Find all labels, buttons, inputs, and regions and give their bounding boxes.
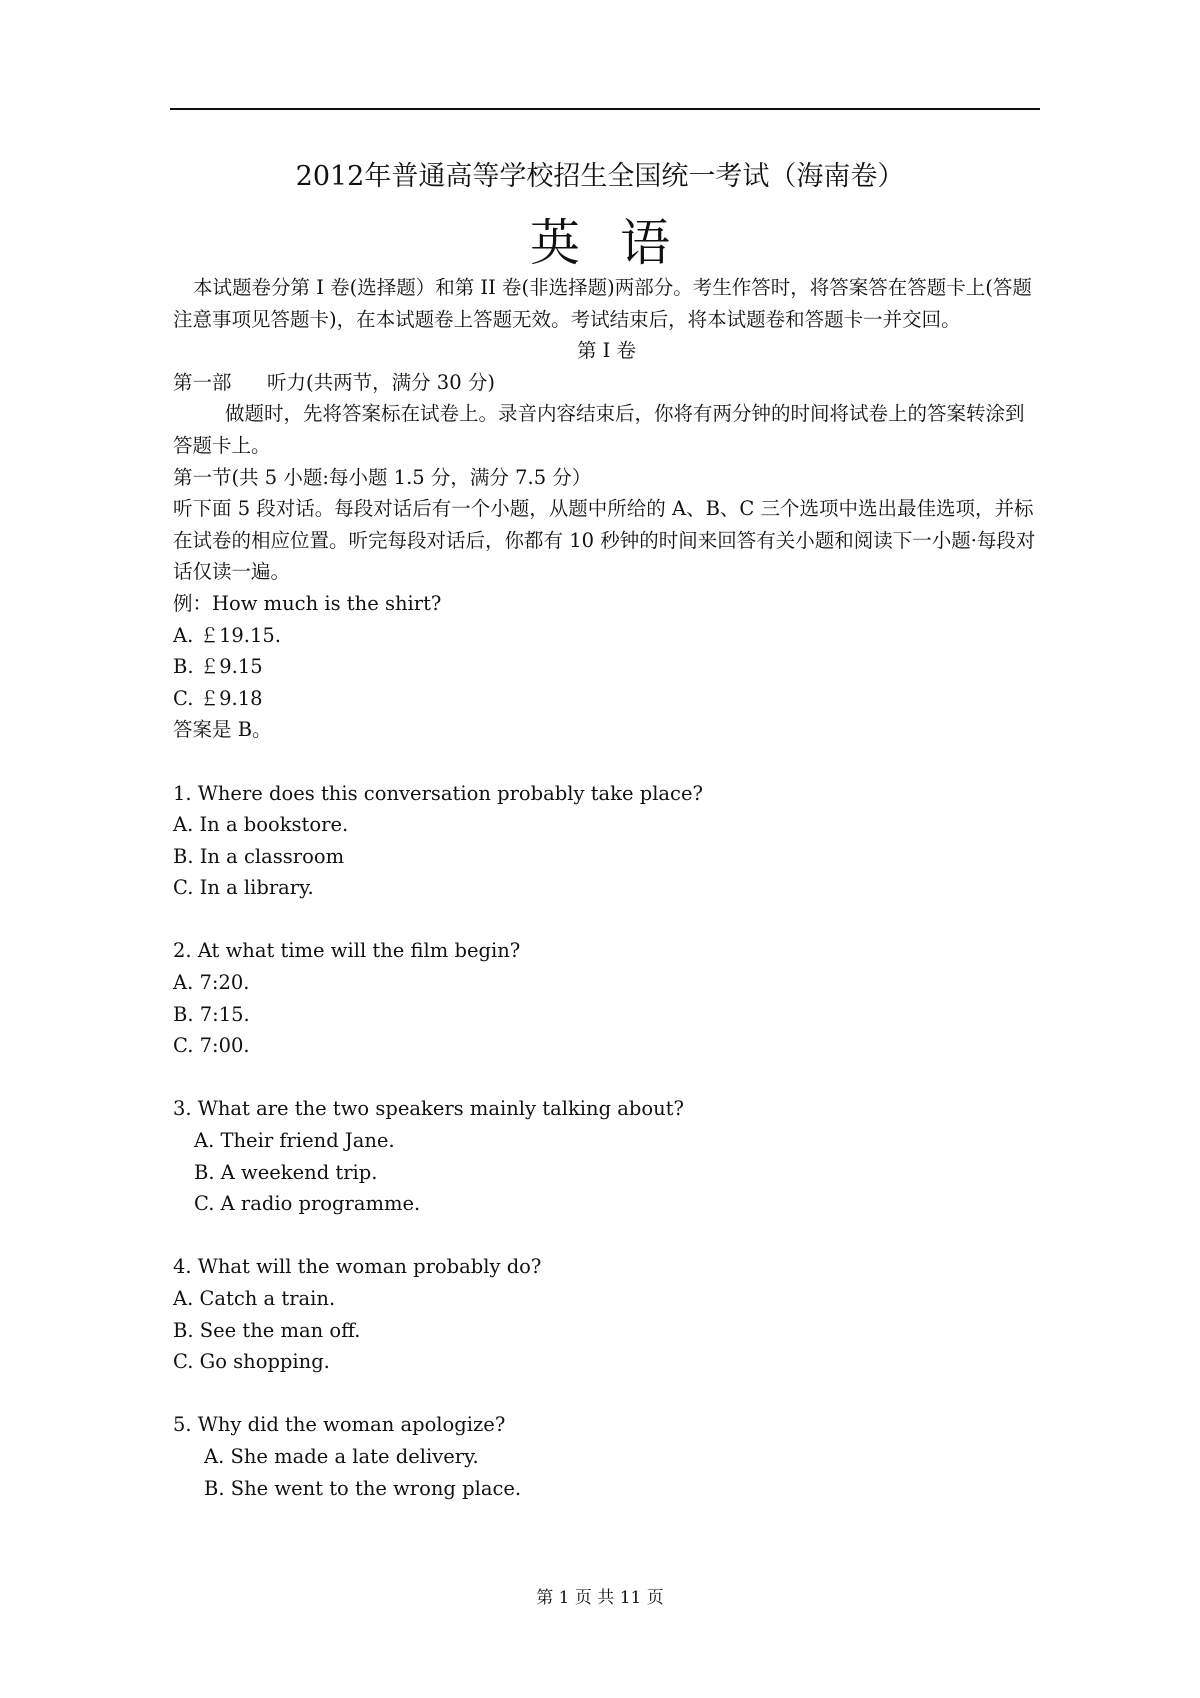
volume-title: 第 I 卷 — [576, 339, 637, 363]
part1-heading — [173, 367, 1040, 399]
question-3: 3. What are the two speakers mainly talking about? — [173, 1097, 684, 1121]
spacer — [173, 1062, 1040, 1094]
example-answer: 答案是 B。 — [173, 718, 272, 742]
spacer — [173, 1220, 1040, 1252]
question-2: 2. At what time will the film begin? — [173, 939, 521, 963]
page-footer: 第 1 页 共 11 页 — [536, 1588, 664, 1608]
part1-directions: 做题时，先将答案标在试卷上。录音内容结束后，你将有两分钟的时间将试卷上的答案转涂到答题卡上。 — [173, 402, 1025, 457]
question-4-option-c: C. Go shopping. — [173, 1350, 330, 1374]
question-1-option-a: A. In a bookstore. — [173, 813, 349, 837]
spacer — [173, 904, 1040, 936]
question-5-option-b: B. She went to the wrong place. — [204, 1476, 522, 1500]
instructions: 本试题卷分第 I 卷(选择题）和第 II 卷(非选择题)两部分。考生作答时，将答案答在答题卡上(答题注意事项见答题卡)，在本试题卷上答题无效。考试结束后，将本试题卷和答题卡一并交回。 — [173, 276, 1032, 331]
question-4-option-b: B. See the man off. — [173, 1318, 361, 1342]
document-body — [173, 272, 1040, 1504]
part1-title: 听力(共两节，满分 30 分) — [267, 370, 495, 394]
question-5: 5. Why did the woman apologize? — [173, 1413, 506, 1437]
example-option: A. ￡19.15. — [173, 623, 282, 647]
example-question: 例：How much is the shirt? — [173, 591, 442, 615]
example-option: C. ￡9.18 — [173, 686, 263, 710]
question-3-option-c: C. A radio programme. — [194, 1192, 421, 1216]
spacer — [173, 1378, 1040, 1410]
subject-title: 英语 — [530, 214, 710, 272]
question-2-option-b: B. 7:15. — [173, 1002, 250, 1026]
question-1-option-c: C. In a library. — [173, 876, 314, 900]
question-2-option-a: A. 7:20. — [173, 971, 250, 995]
example-option: B. ￡9.15 — [173, 655, 263, 679]
question-3-option-b: B. A weekend trip. — [194, 1160, 378, 1184]
question-2-option-c: C. 7:00. — [173, 1034, 250, 1058]
exam-title: 2012年普通高等学校招生全国统一考试（海南卷） — [295, 161, 905, 192]
question-4-option-a: A. Catch a train. — [173, 1287, 336, 1310]
question-1-option-b: B. In a classroom — [173, 844, 345, 868]
question-1: 1. Where does this conversation probably take place? — [173, 781, 703, 805]
header-rule — [170, 108, 1040, 110]
spacer — [173, 746, 1040, 778]
section1-directions: 听下面 5 段对话。每段对话后有一个小题，从题中所给的 A、B、C 三个选项中选出最佳选项，并标在试卷的相应位置。听完每段对话后，你都有 10 秒钟的时间来回答有关小题和阅读下一小题·每段对话仅读一遍。 — [173, 497, 1036, 584]
part1-label: 第一部 — [173, 370, 232, 394]
question-3-option-a: A. Their friend Jane. — [194, 1129, 395, 1153]
question-5-option-a: A. She made a late delivery. — [204, 1444, 479, 1468]
section1-title: 第一节(共 5 小题:每小题 1.5 分，满分 7.5 分） — [173, 465, 592, 489]
question-4: 4. What will the woman probably do? — [173, 1255, 542, 1279]
